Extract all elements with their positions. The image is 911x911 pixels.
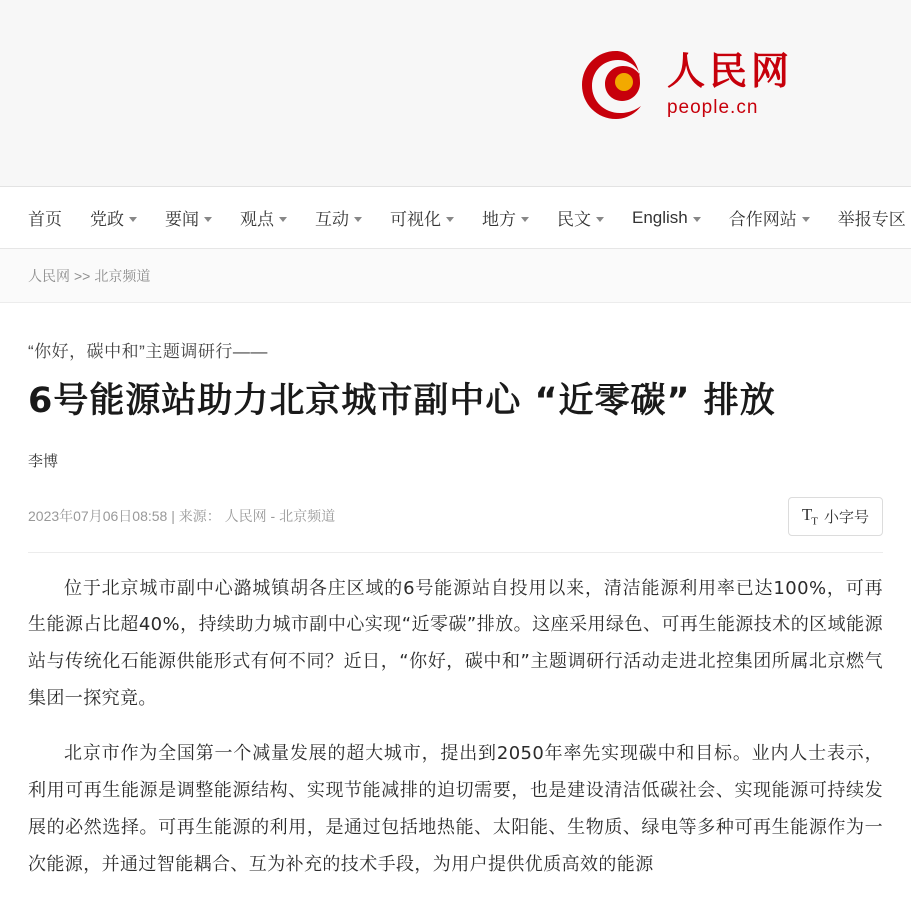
article-body: [28, 571, 883, 884]
nav-item-0[interactable]: [24, 205, 76, 230]
site-logo[interactable]: [579, 48, 793, 122]
logo-en-text: people.cn: [666, 96, 759, 118]
people-cn-logo-icon: [579, 48, 653, 122]
nav-label: 地方: [482, 210, 516, 229]
publish-date: 2023年07月06日08:58: [28, 508, 168, 525]
nav-label: 可视化: [390, 210, 441, 229]
nav-label: 举报专区: [837, 210, 906, 229]
breadcrumb-separator: >>: [74, 267, 91, 284]
nav-label: 观点: [240, 210, 274, 229]
chevron-down-icon: [129, 217, 137, 222]
chevron-down-icon: [204, 217, 212, 222]
article-author: 李博: [28, 453, 59, 471]
nav-label: English: [632, 207, 688, 227]
breadcrumb-root[interactable]: 人民网: [28, 267, 70, 284]
nav-label: 首页: [28, 210, 62, 229]
page-title: 6号能源站助力北京城市副中心 “近零碳” 排放: [28, 381, 776, 421]
chevron-down-icon: [521, 217, 529, 222]
article-container: [0, 303, 911, 884]
nav-item-4[interactable]: [301, 205, 376, 230]
chevron-down-icon: [693, 217, 701, 222]
nav-item-8[interactable]: [618, 208, 715, 228]
nav-item-1[interactable]: [76, 205, 151, 230]
text-size-icon: $T_T$: [801, 505, 817, 528]
breadcrumb: [0, 249, 911, 303]
nav-label: 民文: [557, 210, 591, 229]
source-label: | 来源：: [171, 508, 221, 525]
breadcrumb-current[interactable]: 北京频道: [94, 267, 151, 284]
logo-cn-text: 人民网: [666, 49, 793, 94]
article-paragraph-1: 位于北京城市副中心潞城镇胡各庄区域的6号能源站自投用以来，清洁能源利用率已达100%，可再生能源占比超40%，持续助力城市副中心实现“近零碳”排放。这座采用绿色、可再生能源技术的区域能源站与传统化石能源供能形式有何不同？近日，“你好，碳中和”主题调研行活动走进北控集团所属北京燃气集团一探究竟。: [28, 577, 883, 710]
logo-wordmark: [667, 51, 793, 119]
nav-item-6[interactable]: [468, 205, 543, 230]
nav-label: 党政: [90, 210, 124, 229]
nav-label: 要闻: [165, 210, 199, 229]
nav-item-9[interactable]: [715, 205, 824, 230]
nav-label: 合作网站: [728, 210, 797, 229]
chevron-down-icon: [802, 217, 810, 222]
font-size-button[interactable]: [788, 497, 883, 535]
article-kicker: “你好，碳中和”主题调研行——: [28, 342, 268, 361]
nav-item-7[interactable]: [543, 205, 618, 230]
site-masthead: [0, 0, 911, 187]
source-name: 人民网 - 北京频道: [224, 508, 336, 525]
nav-label: 互动: [315, 210, 349, 229]
font-size-label: 小字号: [823, 508, 869, 526]
chevron-down-icon: [279, 217, 287, 222]
main-navigation: [0, 187, 911, 249]
nav-item-2[interactable]: [151, 205, 226, 230]
chevron-down-icon: [354, 217, 362, 222]
nav-item-10[interactable]: [824, 205, 911, 230]
chevron-down-icon: [446, 217, 454, 222]
nav-item-3[interactable]: [226, 205, 301, 230]
chevron-down-icon: [596, 217, 604, 222]
article-meta-row: [28, 497, 883, 552]
article-paragraph-2: 北京市作为全国第一个减量发展的超大城市，提出到2050年率先实现碳中和目标。业内人士表示，利用可再生能源是调整能源结构、实现节能减排的迫切需要，也是建设清洁低碳社会、实现能源可持续发展的必然选择。可再生能源的利用，是通过包括地热能、太阳能、生物质、绿电等多种可再生能源作为一次能源，并通过智能耦合、互为补充的技术手段，为用户提供优质高效的能源: [28, 743, 883, 875]
nav-item-5[interactable]: [376, 205, 468, 230]
article-meta: [28, 506, 335, 526]
